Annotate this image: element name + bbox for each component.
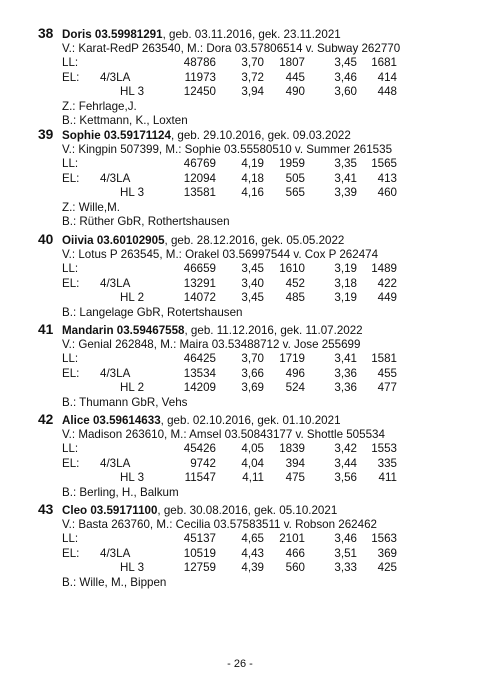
entry-header (38, 26, 458, 42)
row-label: LL: (62, 532, 79, 546)
cow-name: Cleo (62, 504, 88, 517)
row-sublabel: HL 3 (120, 186, 145, 200)
protein-percent: 3,19 (334, 291, 357, 305)
performance-row (38, 186, 458, 200)
fat-percent: 4,05 (241, 442, 264, 456)
milk-kg: 11973 (184, 70, 216, 84)
protein-kg: 335 (377, 456, 397, 470)
registration-number: 03.59467558 (116, 324, 185, 337)
fat-percent: 4,65 (241, 532, 264, 546)
row-sublabel: HL 3 (120, 471, 145, 485)
performance-row (38, 262, 458, 276)
performance-row (38, 172, 458, 186)
row-label: LL: (62, 157, 79, 171)
cow-name: Alice (62, 414, 90, 427)
performance-row (38, 367, 458, 381)
performance-row (38, 157, 458, 171)
birth-calving-info: , geb. 03.11.2016, gek. 23.11.2021 (162, 28, 341, 41)
entry-header (38, 127, 458, 143)
cow-entry-38 (38, 26, 458, 128)
fat-percent: 3,94 (241, 85, 264, 99)
fat-kg: 1807 (279, 56, 305, 70)
milk-kg: 45137 (183, 532, 216, 546)
fat-kg: 445 (285, 70, 305, 84)
fat-percent: 4,16 (241, 186, 264, 200)
protein-kg: 1581 (371, 352, 397, 366)
breeder-line: Z.: Fehrlage,J. (62, 99, 137, 113)
protein-kg: 448 (377, 85, 397, 99)
fat-kg: 565 (285, 186, 305, 200)
registration-number: 03.59171100 (90, 504, 158, 517)
row-label: EL: (62, 546, 80, 560)
fat-kg: 1719 (279, 352, 305, 366)
cow-name: Mandarin (62, 324, 114, 337)
owner-line: B.: Berling, H., Balkum (62, 485, 179, 499)
entry-number: 38 (38, 26, 54, 41)
milk-kg: 13581 (183, 186, 216, 200)
entry-number: 39 (38, 127, 54, 142)
cow-entry-40 (38, 232, 458, 320)
cow-name: Sophie (62, 129, 101, 142)
fat-kg: 1610 (279, 262, 305, 276)
row-sublabel: 4/3LA (100, 70, 131, 84)
row-sublabel: 4/3LA (100, 366, 131, 380)
row-sublabel: 4/3LA (100, 276, 131, 290)
milk-kg: 14209 (183, 381, 216, 395)
birth-calving-info: , geb. 11.12.2016, gek. 11.07.2022 (184, 324, 363, 337)
owner-line: B.: Wille, M., Bippen (62, 575, 167, 589)
protein-kg: 1489 (371, 262, 397, 276)
protein-kg: 369 (377, 546, 397, 560)
protein-kg: 414 (377, 70, 397, 84)
fat-percent: 3,45 (241, 291, 264, 305)
milk-kg: 48786 (183, 56, 216, 70)
fat-percent: 4,19 (241, 157, 264, 171)
cow-entry-43 (38, 502, 458, 590)
protein-percent: 3,51 (334, 546, 357, 560)
fat-percent: 4,43 (241, 546, 264, 560)
performance-row (38, 85, 458, 99)
row-sublabel: 4/3LA (100, 171, 131, 185)
milk-kg: 10519 (183, 546, 216, 560)
fat-kg: 1839 (279, 442, 305, 456)
row-sublabel: HL 2 (120, 381, 145, 395)
row-label: LL: (62, 56, 79, 70)
milk-kg: 45426 (183, 442, 216, 456)
fat-kg: 1959 (279, 157, 305, 171)
protein-kg: 425 (377, 561, 397, 575)
owner-line: B.: Rüther GbR, Rothertshausen (62, 214, 230, 228)
fat-kg: 524 (285, 381, 305, 395)
cow-entry-42 (38, 412, 458, 500)
performance-row (38, 381, 458, 395)
performance-row (38, 71, 458, 85)
row-label: LL: (62, 262, 79, 276)
fat-percent: 4,04 (241, 456, 264, 470)
milk-kg: 46425 (183, 352, 216, 366)
row-label: EL: (62, 456, 80, 470)
owner-line: B.: Kettmann, K., Loxten (62, 113, 188, 127)
fat-percent: 3,70 (241, 56, 264, 70)
registration-number: 03.59981291 (94, 28, 163, 41)
owner-line: B.: Thumann GbR, Vehs (62, 395, 188, 409)
performance-row (38, 471, 458, 485)
fat-kg: 560 (285, 561, 305, 575)
protein-kg: 422 (377, 276, 397, 290)
row-sublabel: HL 3 (120, 85, 145, 99)
milk-kg: 9742 (190, 456, 216, 470)
performance-row (38, 56, 458, 70)
fat-percent: 3,72 (241, 70, 264, 84)
protein-kg: 1553 (371, 442, 397, 456)
milk-kg: 12450 (183, 85, 216, 99)
registration-number: 03.59614633 (92, 414, 161, 427)
row-label: EL: (62, 366, 80, 380)
fat-percent: 4,39 (241, 561, 264, 575)
fat-percent: 4,11 (242, 471, 264, 485)
protein-kg: 1681 (371, 56, 397, 70)
cow-name: Oiivia (62, 234, 94, 247)
entry-header (38, 322, 458, 338)
entry-header (38, 412, 458, 428)
row-sublabel: 4/3LA (100, 456, 131, 470)
performance-row (38, 457, 458, 471)
birth-calving-info: , geb. 28.12.2016, gek. 05.05.2022 (164, 234, 345, 247)
parents-line: V.: Karat-RedP 263540, M.: Dora 03.57806514 v. Subway 262770 (62, 42, 401, 55)
fat-percent: 3,70 (241, 352, 264, 366)
row-label: EL: (62, 70, 80, 84)
birth-calving-info: , geb. 02.10.2016, gek. 01.10.2021 (160, 414, 341, 427)
fat-kg: 490 (285, 85, 305, 99)
milk-kg: 12094 (183, 171, 216, 185)
birth-calving-info: , geb. 29.10.2016, gek. 09.03.2022 (170, 129, 351, 142)
registration-number: 03.59171124 (103, 129, 171, 142)
owner-line: B.: Langelage GbR, Rotertshausen (62, 305, 243, 319)
fat-percent: 4,18 (241, 171, 264, 185)
performance-row (38, 277, 458, 291)
row-label: EL: (62, 276, 80, 290)
protein-percent: 3,36 (334, 381, 357, 395)
performance-row (38, 291, 458, 305)
row-label: EL: (62, 171, 80, 185)
performance-row (38, 442, 458, 456)
cow-name: Doris (62, 28, 92, 41)
cow-entry-39 (38, 127, 458, 229)
protein-percent: 3,39 (334, 186, 357, 200)
fat-kg: 496 (285, 366, 305, 380)
protein-percent: 3,42 (334, 442, 357, 456)
protein-percent: 3,46 (334, 532, 357, 546)
entry-number: 40 (38, 232, 54, 247)
performance-row (38, 561, 458, 575)
fat-percent: 3,40 (241, 276, 264, 290)
fat-kg: 485 (285, 291, 305, 305)
protein-percent: 3,36 (334, 366, 357, 380)
entry-header (38, 502, 458, 518)
protein-percent: 3,41 (334, 352, 357, 366)
protein-percent: 3,18 (334, 276, 357, 290)
fat-kg: 452 (285, 276, 305, 290)
protein-percent: 3,45 (334, 56, 357, 70)
protein-percent: 3,41 (334, 171, 357, 185)
milk-kg: 46659 (183, 262, 216, 276)
protein-percent: 3,46 (334, 70, 357, 84)
protein-percent: 3,44 (334, 456, 357, 470)
fat-percent: 3,45 (241, 262, 264, 276)
row-sublabel: 4/3LA (100, 546, 131, 560)
milk-kg: 46769 (183, 157, 216, 171)
fat-kg: 505 (285, 171, 305, 185)
protein-kg: 477 (377, 381, 397, 395)
parents-line: V.: Basta 263760, M.: Cecilia 03.57583511 v. Robson 262462 (62, 518, 377, 531)
protein-percent: 3,56 (334, 471, 357, 485)
protein-percent: 3,35 (334, 157, 357, 171)
performance-row (38, 547, 458, 561)
milk-kg: 13291 (183, 276, 216, 290)
fat-kg: 466 (285, 546, 305, 560)
performance-row (38, 532, 458, 546)
protein-kg: 1563 (371, 532, 397, 546)
protein-percent: 3,33 (334, 561, 357, 575)
milk-kg: 11547 (184, 471, 216, 485)
row-label: LL: (62, 352, 79, 366)
entry-number: 42 (38, 412, 54, 427)
protein-kg: 411 (378, 471, 397, 485)
entry-header (38, 232, 458, 248)
registration-number: 03.60102905 (96, 234, 165, 247)
protein-kg: 1565 (371, 157, 397, 171)
entry-number: 41 (38, 322, 54, 337)
page-number: - 26 - (227, 658, 253, 670)
row-sublabel: HL 3 (120, 561, 145, 575)
protein-kg: 460 (377, 186, 397, 200)
performance-row (38, 352, 458, 366)
row-label: LL: (62, 442, 79, 456)
entry-number: 43 (38, 502, 54, 517)
cow-entry-41 (38, 322, 458, 410)
protein-percent: 3,19 (334, 262, 357, 276)
protein-percent: 3,60 (334, 85, 357, 99)
milk-kg: 13534 (183, 366, 216, 380)
protein-kg: 413 (377, 171, 397, 185)
fat-kg: 394 (285, 456, 305, 470)
parents-line: V.: Genial 262848, M.: Maira 03.53488712 v. Jose 255699 (62, 338, 361, 351)
fat-percent: 3,69 (241, 381, 264, 395)
protein-kg: 455 (377, 366, 397, 380)
parents-line: V.: Kingpin 507399, M.: Sophie 03.55580510 v. Summer 261535 (62, 143, 393, 156)
milk-kg: 12759 (183, 561, 216, 575)
row-sublabel: HL 2 (120, 291, 145, 305)
protein-kg: 449 (377, 291, 397, 305)
fat-percent: 3,66 (241, 366, 264, 380)
birth-calving-info: , geb. 30.08.2016, gek. 05.10.2021 (157, 504, 338, 517)
parents-line: V.: Lotus P 263545, M.: Orakel 03.56997544 v. Cox P 262474 (62, 248, 379, 261)
fat-kg: 2101 (279, 532, 305, 546)
breeder-line: Z.: Wille,M. (62, 200, 120, 214)
parents-line: V.: Madison 263610, M.: Amsel 03.50843177 v. Shottle 505534 (62, 428, 385, 441)
fat-kg: 475 (285, 471, 305, 485)
milk-kg: 14072 (183, 291, 216, 305)
